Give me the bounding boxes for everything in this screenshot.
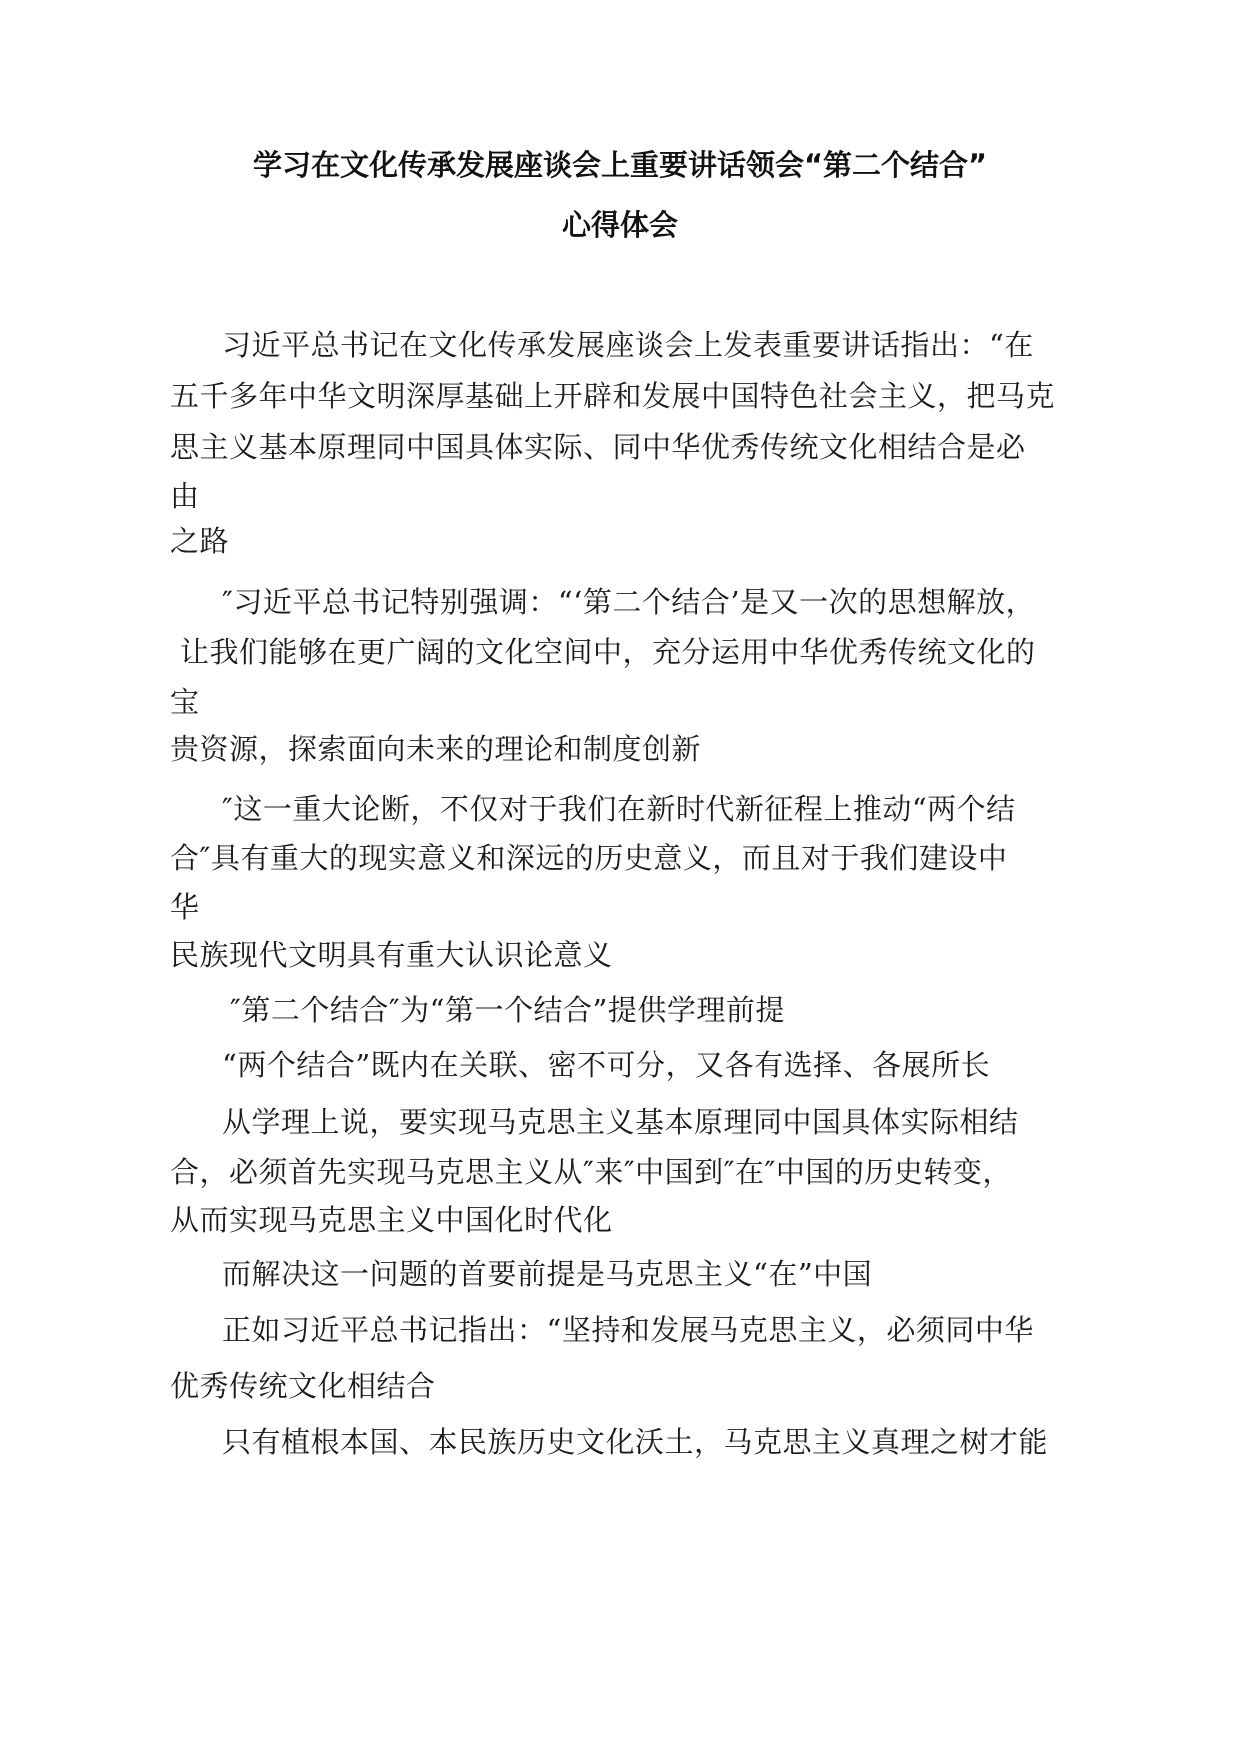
document-title-line-2: 心得体会 (561, 208, 678, 242)
body-line: 只有植根本国、本民族历史文化沃土，马克思主义真理之树才能 (222, 1425, 1049, 1459)
body-line: 思主义基本原理同中国具体实际、同中华优秀传统文化相结合是必 (170, 430, 1026, 464)
body-line: 五千多年中华文明深厚基础上开辟和发展中国特色社会主义，把马克 (170, 379, 1056, 413)
body-line: 宝 (170, 685, 200, 719)
body-line: 习近平总书记在文化传承发展座谈会上发表重要讲话指出：“在 (222, 328, 1034, 362)
body-line: 由 (170, 479, 200, 513)
body-line: 正如习近平总书记指出：“坚持和发展马克思主义，必须同中华 (222, 1313, 1034, 1347)
body-line: 让我们能够在更广阔的文化空间中，充分运用中华优秀传统文化的 (180, 635, 1036, 669)
document-title-line-1: 学习在文化传承发展座谈会上重要讲话领会“第二个结合” (252, 148, 988, 182)
body-line: ″这一重大论断，不仅对于我们在新时代新征程上推动“两个结 (222, 792, 1016, 826)
body-line: 民族现代文明具有重大认识论意义 (170, 938, 613, 972)
body-line: 而解决这一问题的首要前提是马克思主义“在”中国 (222, 1257, 873, 1291)
body-line: 从学理上说，要实现马克思主义基本原理同中国具体实际相结 (222, 1105, 1019, 1139)
body-line: ″第二个结合″为“第一个结合”提供学理前提 (230, 993, 785, 1027)
body-line: “两个结合”既内在关联、密不可分，又各有选择、各展所长 (222, 1048, 991, 1082)
body-line: 之路 (170, 524, 230, 558)
body-line: ″习近平总书记特别强调：“‘第二个结合’是又一次的思想解放， (222, 585, 1036, 619)
body-line: 华 (170, 890, 200, 924)
body-line: 合，必须首先实现马克思主义从″来″中国到″在″中国的历史转变， (170, 1155, 1012, 1189)
body-line: 贵资源，探索面向未来的理论和制度创新 (170, 732, 702, 766)
body-line: 合″具有重大的现实意义和深远的历史意义，而且对于我们建设中 (170, 841, 1008, 875)
body-line: 优秀传统文化相结合 (170, 1369, 436, 1403)
body-line: 从而实现马克思主义中国化时代化 (170, 1203, 613, 1237)
